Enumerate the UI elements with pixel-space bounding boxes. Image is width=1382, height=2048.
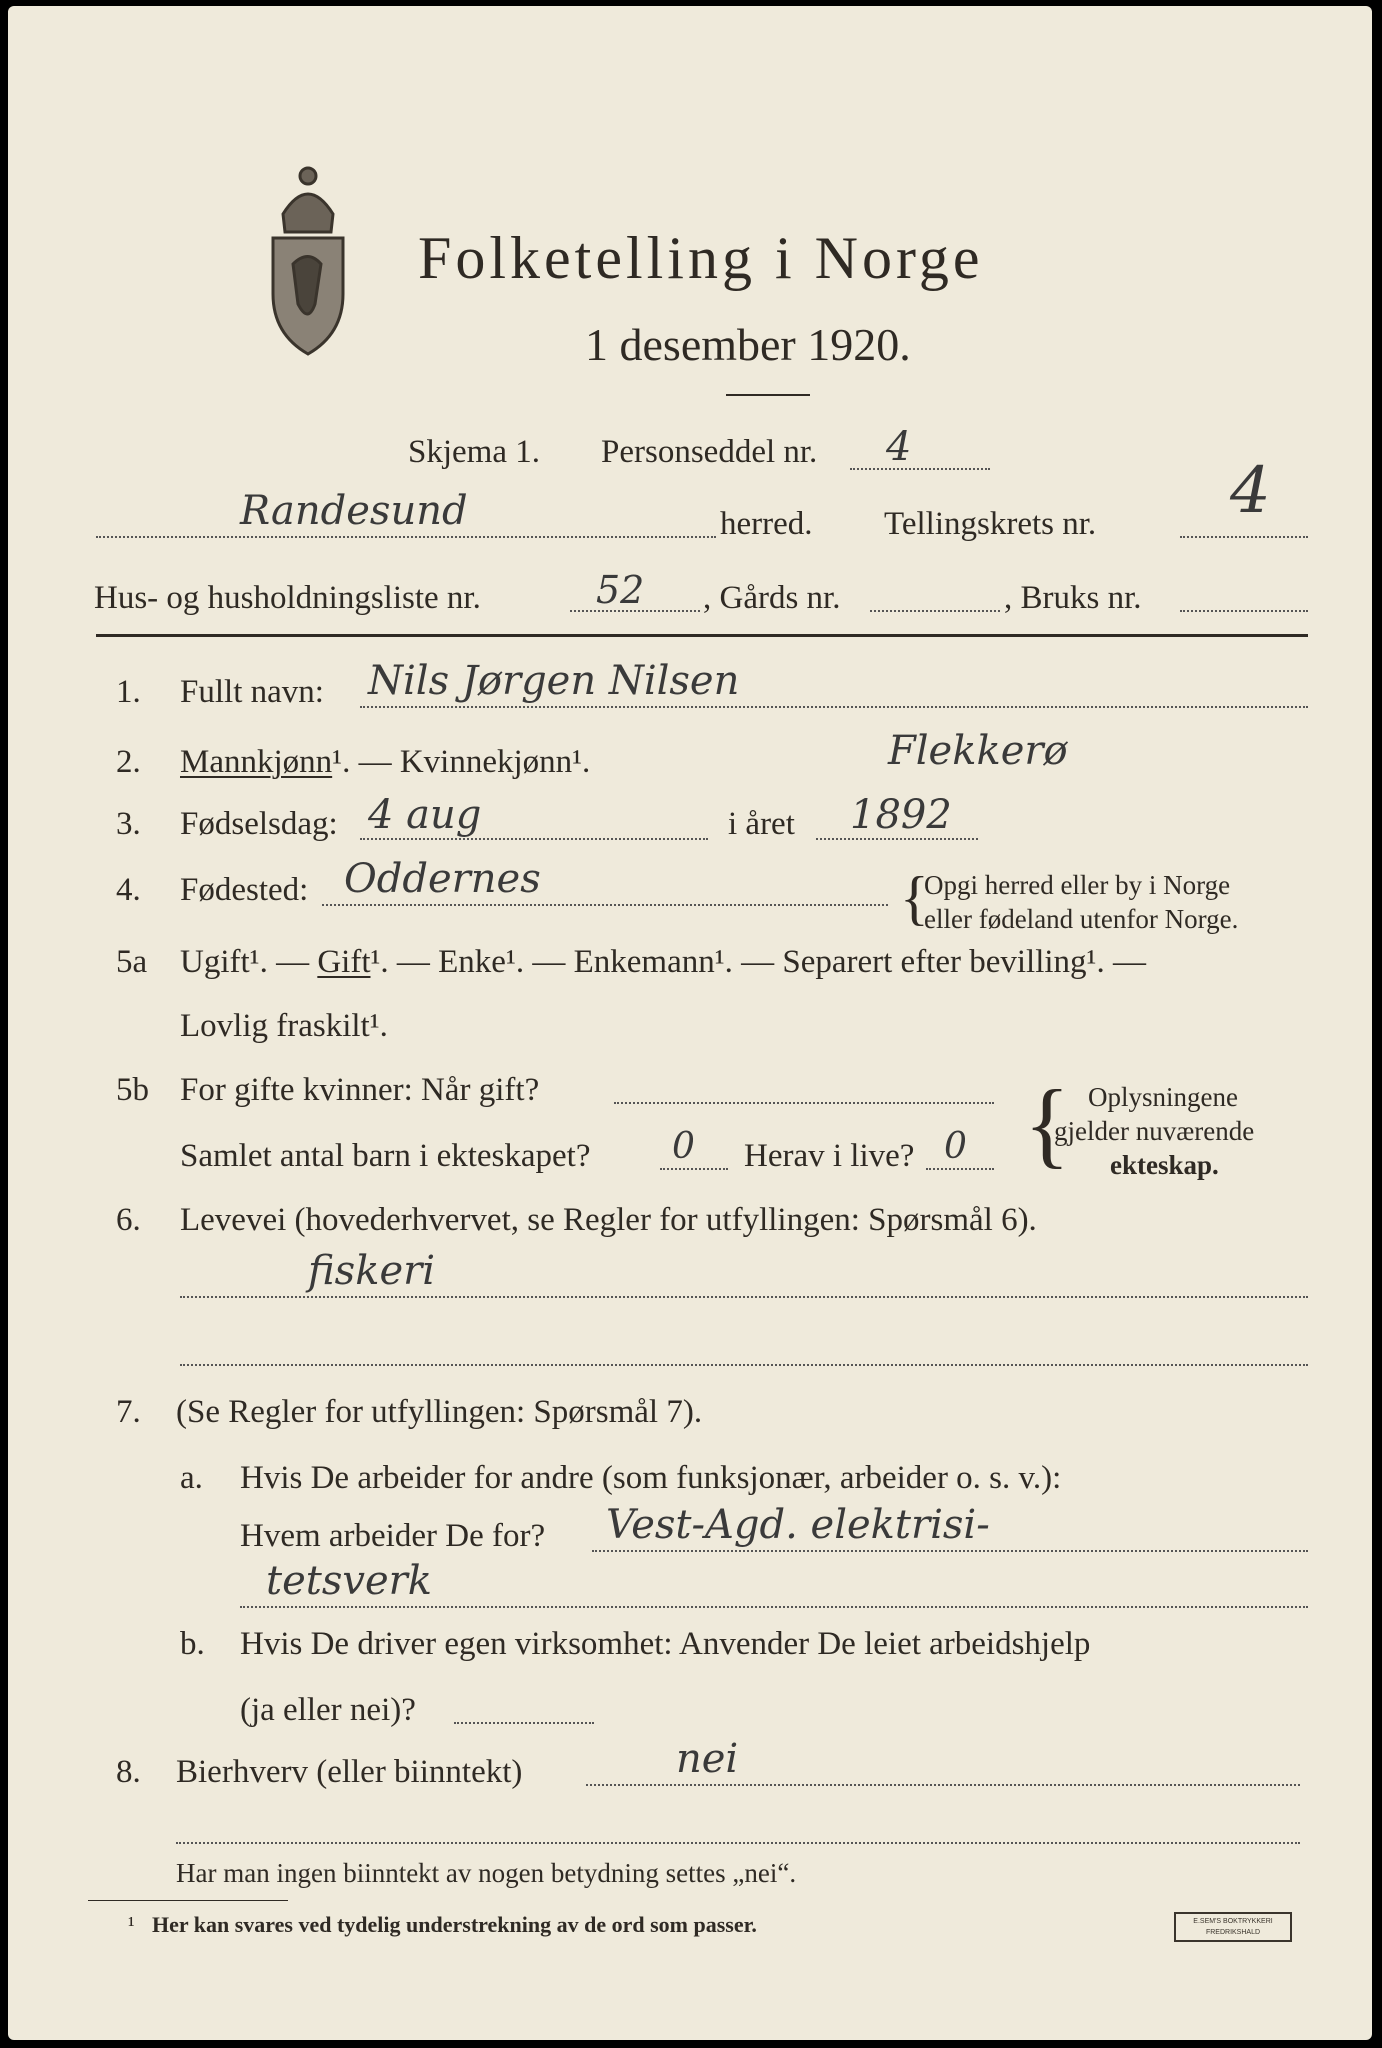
q5b-brace: { — [1024, 1070, 1071, 1177]
hus-value: 52 — [596, 568, 645, 612]
q5b-note-2: gjelder nuværende — [1054, 1116, 1255, 1146]
q8-line — [586, 1784, 1300, 1786]
q5b-note-1: Oplysningene — [1088, 1082, 1238, 1112]
q3-date-line — [360, 838, 708, 840]
gards-label: , Gårds nr. — [703, 580, 841, 616]
q6-line-2 — [180, 1364, 1308, 1366]
personseddel-value: 4 — [886, 424, 912, 470]
q5b-note-3: ekteskap. — [1110, 1150, 1219, 1180]
q5b-barn-value: 0 — [672, 1126, 695, 1167]
footer-note: Har man ingen biinntekt av nogen betydning settes „nei“. — [176, 1858, 797, 1888]
q5b-number: 5b — [116, 1072, 149, 1108]
option-ugift[interactable]: Ugift — [180, 944, 250, 980]
title-divider — [726, 394, 810, 396]
q5b-label-1: For gifte kvinner: Når gift? — [180, 1072, 540, 1108]
q5a-rest: ¹. — Enke¹. — Enkemann¹. — Separert efter bevilling¹. — — [370, 944, 1146, 980]
q7b-label-2: (ja eller nei)? — [240, 1692, 416, 1728]
printer-stamp-line-2: FREDRIKSHALD — [1205, 1929, 1261, 1936]
q8-line-2 — [176, 1842, 1300, 1844]
q4-hint-1: Opgi herred eller by i Norge — [924, 870, 1231, 900]
q4-hint-2: eller fødeland utenfor Norge. — [924, 904, 1239, 934]
q3-label: Fødselsdag: — [180, 806, 338, 842]
bruks-line — [1180, 610, 1308, 612]
q7b-number: b. — [180, 1626, 205, 1662]
q5b-line-live — [926, 1168, 994, 1170]
form-title: Folketelling i Norge — [418, 225, 984, 291]
q1-value: Nils Jørgen Nilsen — [368, 658, 740, 704]
q5b-label-2: Samlet antal barn i ekteskapet? — [180, 1138, 591, 1174]
q5a-separator: ¹. — — [249, 944, 310, 980]
q7a-value-2: tetsverk — [266, 1558, 432, 1604]
q1-label: Fullt navn: — [180, 674, 324, 710]
q7a-label: Hvis De arbeider for andre (som funksjonær, arbeider o. s. v.): — [240, 1460, 1062, 1496]
q7-number: 7. — [116, 1394, 141, 1430]
q5b-line-1 — [614, 1102, 994, 1104]
q7a-line-1 — [592, 1550, 1308, 1552]
personseddel-label: Personseddel nr. — [601, 434, 818, 470]
q5b-live-label: Herav i live? — [744, 1138, 915, 1174]
q3-value: 4 aug — [368, 792, 482, 838]
herred-line — [96, 536, 716, 538]
q6-value: fiskeri — [308, 1248, 436, 1294]
q8-label: Bierhverv (eller biinntekt) — [176, 1754, 523, 1790]
gards-line — [870, 610, 1000, 612]
census-form — [8, 6, 1372, 2040]
q7b-label: Hvis De driver egen virksomhet: Anvender De leiet arbeidshjelp — [240, 1626, 1091, 1662]
q5b-live-value: 0 — [944, 1126, 967, 1167]
q2-superscript: ¹. — [572, 744, 591, 780]
q8-number: 8. — [116, 1754, 141, 1790]
q3-year-line — [816, 838, 978, 840]
q2-options — [180, 744, 590, 781]
q7-label: (Se Regler for utfyllingen: Spørsmål 7). — [176, 1394, 703, 1430]
footnote-rule — [88, 1900, 288, 1901]
q1-line — [360, 706, 1308, 708]
tellingskrets-value: 4 — [1230, 454, 1271, 528]
q3-year-value: 1892 — [850, 792, 952, 838]
herred-label: herred. — [720, 506, 813, 542]
q7a-line-2 — [240, 1606, 1308, 1608]
q3-number: 3. — [116, 806, 141, 842]
tellingskrets-label: Tellingskrets nr. — [884, 506, 1097, 542]
tellingskrets-line — [1180, 536, 1308, 538]
q4-label: Fødested: — [180, 872, 309, 908]
printer-stamp — [1174, 1912, 1292, 1942]
q2-separator: ¹. — — [332, 744, 392, 780]
q3-year-label: i året — [728, 806, 795, 842]
q2-number: 2. — [116, 744, 141, 780]
q7a-label-2: Hvem arbeider De for? — [240, 1518, 546, 1554]
q5a-options — [180, 944, 1146, 981]
q5a-number: 5a — [116, 944, 148, 980]
q4-brace: { — [900, 865, 929, 931]
option-kvinnekjonn[interactable]: Kvinnekjønn — [399, 744, 573, 780]
hus-label: Hus- og husholdningsliste nr. — [94, 580, 481, 616]
q8-value: nei — [676, 1736, 739, 1782]
personseddel-line — [850, 468, 990, 470]
q1-number: 1. — [116, 674, 141, 710]
norwegian-coat-of-arms-icon — [253, 154, 363, 364]
form-date: 1 desember 1920. — [585, 319, 911, 370]
header-rule — [96, 634, 1308, 637]
printer-stamp-line-1: E.SEM'S BOKTRYKKERI — [1193, 1918, 1273, 1925]
herred-value: Randesund — [240, 488, 468, 534]
q7a-value-1: Vest-Agd. elektrisi- — [606, 1502, 990, 1548]
q4-value: Oddernes — [344, 856, 541, 902]
q2-note: Flekkerø — [888, 728, 1068, 774]
option-mannkjonn[interactable]: Mannkjønn — [180, 744, 333, 780]
q6-number: 6. — [116, 1202, 141, 1238]
q6-line-1 — [180, 1296, 1308, 1298]
footnote-text: Her kan svares ved tydelig understrekning av de ord som passer. — [152, 1912, 757, 1937]
q5b-line-barn — [660, 1168, 728, 1170]
bruks-label: , Bruks nr. — [1004, 580, 1142, 616]
q6-label: Levevei (hovederhvervet, se Regler for utfyllingen: Spørsmål 6). — [180, 1202, 1037, 1238]
schema-label: Skjema 1. — [408, 434, 540, 470]
option-gift[interactable]: Gift — [317, 944, 371, 980]
q7b-line — [454, 1722, 594, 1724]
q7a-number: a. — [180, 1460, 203, 1496]
footnote-number: ¹ — [128, 1912, 135, 1937]
q4-line — [322, 904, 888, 906]
q4-number: 4. — [116, 872, 141, 908]
q5a-line2: Lovlig fraskilt¹. — [180, 1008, 388, 1044]
